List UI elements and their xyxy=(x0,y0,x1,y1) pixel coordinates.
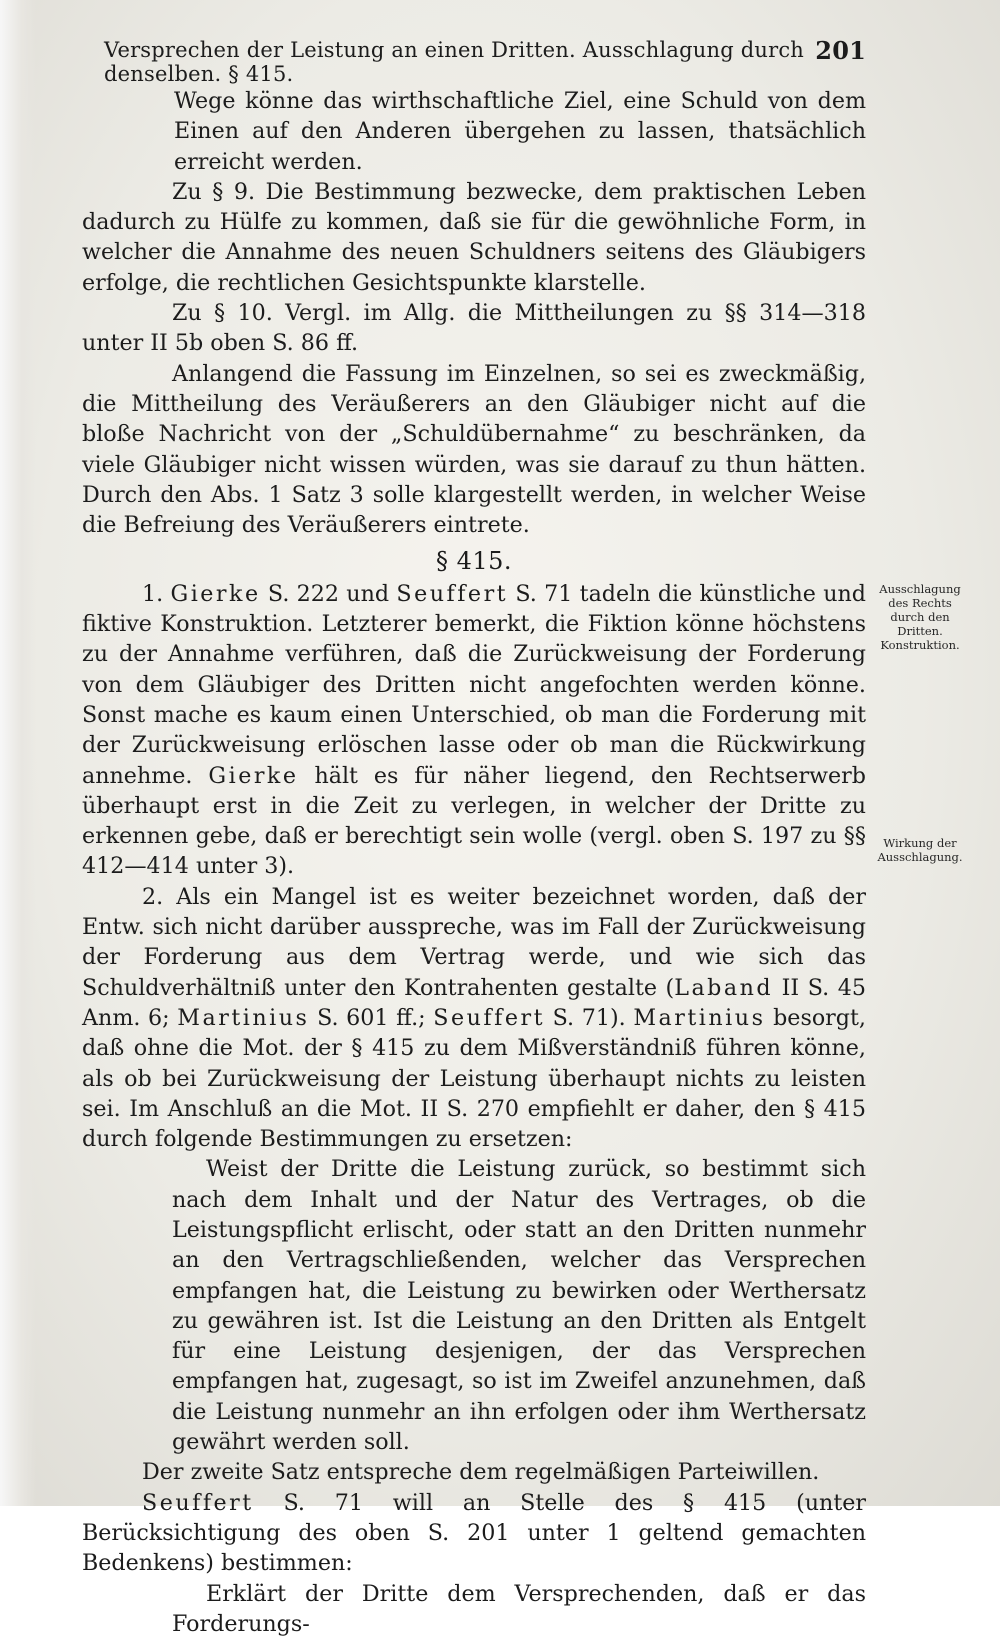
text-run: S. 71 tadeln die künstliche und fiktive Konstruktion. Letzterer bemerkt, die Fiktion könne höchstens zu der Annahme verführen, daß die Zurückweisung der Forderung von dem Gläubiger des Dritten nicht angefochten werden könne. Sonst mache es kaum einen Unterschied, ob man die Forderung mit der Zurückweisung erlöschen lasse oder ob man die Rückwirkung annehme. xyxy=(82,580,866,789)
author-name: Seuffert xyxy=(142,1489,254,1516)
text-run: hält es für näher liegend, den Rechtserwerb überhaupt erst in die Zeit zu verlegen, in welcher der Dritte zu erkennen gebe, daß er berechtigt sein wolle (vergl. oben S. 197 zu §§ 412—414 unter 3). xyxy=(82,762,866,880)
block-quote xyxy=(82,1579,866,1639)
author-name: Seuffert xyxy=(396,580,509,607)
quote-text: Erklärt der Dritte dem Versprechenden, daß er das Forderungs- xyxy=(172,1580,866,1637)
page-gutter xyxy=(0,0,36,1506)
running-title: Versprechen der Leistung an einen Dritten. Ausschlagung durch denselben. § 415. xyxy=(104,38,805,86)
author-name: Laband xyxy=(674,974,774,1001)
sidenote: Wirkung der Ausschlagung. xyxy=(877,836,963,864)
paragraph: Wege könne das wirthschaftliche Ziel, eine Schuld von dem Einen auf den Anderen übergehen zu lassen, thatsächlich erreicht werden. xyxy=(174,88,866,175)
text-run: besorgt, daß ohne die Mot. der § 415 zu dem Mißverständniß führen könne, als ob bei Zurückweisung der Leistung überhaupt nichts zu leisten sei. Im Anschluß an die Mot. II S. 270 empfiehlt er daher, den § 415 durch folgende Bestimmungen zu ersetzen: xyxy=(82,1004,866,1153)
paragraph xyxy=(82,882,866,1155)
body-text xyxy=(82,86,866,1639)
text-run: 2. Als ein Mangel ist es weiter bezeichnet worden, daß der Entw. sich nicht darüber ausspreche, was im Fall der Zurückweisung der Forderung aus dem Vertrag werde, und wie sich das Schuldverhältniß unter den Kontrahenten gestalte ( xyxy=(82,883,866,1001)
running-header xyxy=(104,36,866,86)
text-run: S. 71 will an Stelle des § 415 (unter Berücksichtigung des oben S. 201 unter 1 geltend gemachten Bedenkens) bestimmen: xyxy=(82,1489,866,1577)
author-name: Martinius xyxy=(177,1004,310,1031)
author-name: Martinius xyxy=(633,1004,766,1031)
section-heading: § 415. xyxy=(435,547,513,576)
paragraph: Zu § 10. Vergl. im Allg. die Mittheilungen zu §§ 314—318 unter II 5b oben S. 86 ff. xyxy=(82,300,866,357)
block-quote xyxy=(82,1154,866,1457)
text-run: S. 601 ff.; xyxy=(317,1004,426,1031)
paragraph: Zu § 9. Die Bestimmung bezwecke, dem praktischen Leben dadurch zu Hülfe zu kommen, daß sie für die gewöhnliche Form, in welcher die Annahme des neuen Schuldners seitens des Gläubigers erfolge, die rechtlichen Gesichtspunkte klarstelle. xyxy=(82,178,866,296)
paragraph: Anlangend die Fassung im Einzelnen, so sei es zweckmäßig, die Mittheilung des Veräußerers an den Gläubiger nicht auf die bloße Nachricht von der „Schuldübernahme“ zu beschränken, da viele Gläubiger nicht wissen würden, was sie darauf zu thun hätten. Durch den Abs. 1 Satz 3 solle klargestellt werden, in welcher Weise die Befreiung des Veräußerers eintrete. xyxy=(82,360,866,539)
text-run: II S. 45 Anm. 6; xyxy=(82,974,866,1031)
sidenote: Ausschlagung des Rechts durch den Dritten. Konstruktion. xyxy=(879,582,961,652)
author-name: Gierke xyxy=(208,762,299,789)
author-name: Seuffert xyxy=(433,1004,545,1031)
paragraph xyxy=(82,579,866,882)
author-name: Gierke xyxy=(170,580,261,607)
page-number: 201 xyxy=(815,36,866,65)
quote-text: Weist der Dritte die Leistung zurück, so bestimmt sich nach dem Inhalt und der Natur des Vertrages, ob die Leistungspflicht erlischt, oder statt an den Dritten nunmehr an den Vertragschließenden, welcher das Versprechen empfangen hat, die Leistung zu bewirken oder Werthersatz zu gewähren ist. Ist die Leistung an den Dritten als Entgelt für eine Leistung desjenigen, der das Versprechen empfangen hat, zugesagt, so ist im Zweifel anzunehmen, daß die Leistung nunmehr an ihn erfolgen oder ihm Werthersatz gewährt werden soll. xyxy=(172,1156,866,1456)
paragraph xyxy=(82,1488,866,1579)
text-run: S. 222 und xyxy=(267,580,390,607)
item-number: 1. xyxy=(142,580,164,607)
text-run: S. 71). xyxy=(552,1004,626,1031)
paragraph: Der zweite Satz entspreche dem regelmäßigen Parteiwillen. xyxy=(142,1459,820,1486)
